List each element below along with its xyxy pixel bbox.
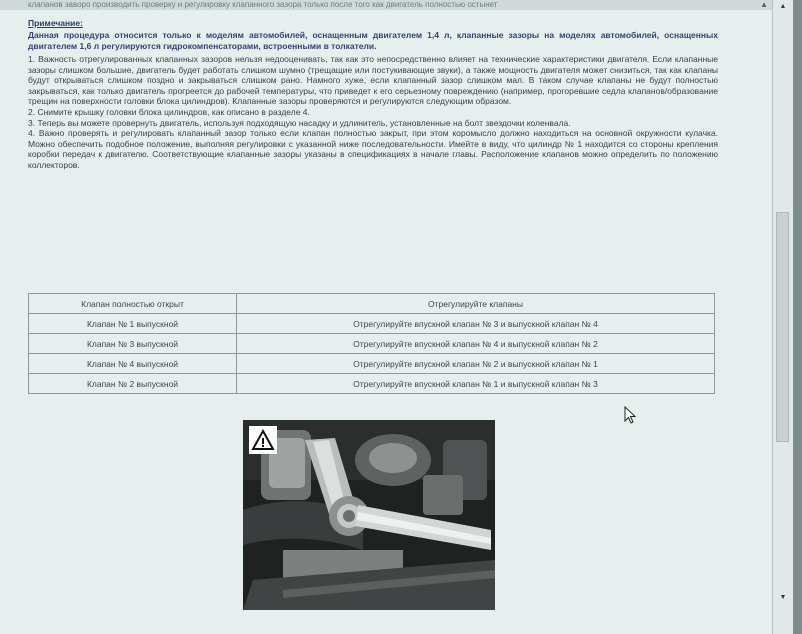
table-cell: Отрегулируйте впускной клапан № 3 и выпускной клапан № 4 (237, 314, 715, 334)
paragraph-4: 4. Важно проверять и регулировать клапанный зазор только если клапан полностью закрыт, при этом коромысло должно находиться на основной окружности кулачка. Можно обеспечить подобное положение, выполняя регулировки с указанной ниже последовательности. Имейте в виду, что цилиндр № 1 находится со стороны крепления коробки передач к двигателю. Соответствующие клапанные зазоры указаны в спецификациях в начале главы. Расположение клапанов можно определить по положению коллекторов. (28, 128, 718, 170)
mouse-pointer-icon (624, 406, 636, 424)
scroll-up-arrow[interactable]: ▲ (760, 0, 768, 9)
table-cell: Отрегулируйте впускной клапан № 1 и выпускной клапан № 3 (237, 374, 715, 394)
scroll-down-button[interactable]: ▼ (779, 594, 787, 601)
table-cell: Отрегулируйте впускной клапан № 2 и выпускной клапан № 1 (237, 354, 715, 374)
table-cell: Клапан № 1 выпускной (29, 314, 237, 334)
vertical-scrollbar[interactable] (772, 0, 793, 634)
note-body: Данная процедура относится только к моделям автомобилей, оснащенным двигателем 1,4 л, клапанные зазоры на моделях автомобилей, оснащенных двигателем 1,6 л регулируются гидрокомпенсаторами, встроенными в толкатели. (28, 30, 718, 51)
paragraph-3: 3. Теперь вы можете провернуть двигатель, используя подходящую насадку и удлинитель, установленные на болт звездочки коленвала. (28, 117, 571, 128)
table-cell: Клапан № 3 выпускной (29, 334, 237, 354)
valve-adjustment-table (28, 293, 715, 394)
table-cell: Отрегулируйте впускной клапан № 4 и выпускной клапан № 2 (237, 334, 715, 354)
scroll-thumb[interactable] (776, 212, 789, 442)
document-content (28, 18, 718, 171)
scroll-up-button[interactable]: ▲ (779, 3, 787, 10)
table-header-row (29, 294, 715, 314)
table-header-cell: Клапан полностью открыт (29, 294, 237, 314)
engine-valve-photo (243, 420, 495, 610)
table-row (29, 354, 715, 374)
cut-off-top-line (0, 0, 772, 10)
table-row (29, 334, 715, 354)
table-row (29, 314, 715, 334)
note-title: Примечание: (28, 18, 83, 28)
table-header-cell: Отрегулируйте клапаны (237, 294, 715, 314)
paragraph-2: 2. Снимите крышку головки блока цилиндров, как описано в разделе 4. (28, 106, 310, 117)
table-row (29, 374, 715, 394)
paragraph-1: 1. Важность отрегулированных клапанных зазоров нельзя недооценивать, так как это непосредственно влияет на технические характеристики двигателя. Если клапанные зазоры слишком большие, двигатель будет работать слишком шумно (трещащие или постукивающие звуки), а также мощность двигателя может снизиться, так как клапаны будут открываться слишком поздно и закрываться слишком рано. Намного хуже, если клапанный зазор слишком мал. В таком случае клапаны не будут полностью закрываться, как только двигатель прогреется до рабочей температуры, что приведет к его серьезному повреждению (например, прогоревшие седла клапанов/образование трещин на поверхности головки блока цилиндров). Клапанные зазоры проверяются и регулируются следующим образом. (28, 54, 718, 107)
table-cell: Клапан № 4 выпускной (29, 354, 237, 374)
cut-off-text: клапанов заворо производить проверку и регулировку клапанного зазора только после того как двигатель полностью остынет (28, 0, 498, 9)
valve-adjustment-illustration (243, 420, 495, 610)
table-cell: Клапан № 2 выпускной (29, 374, 237, 394)
